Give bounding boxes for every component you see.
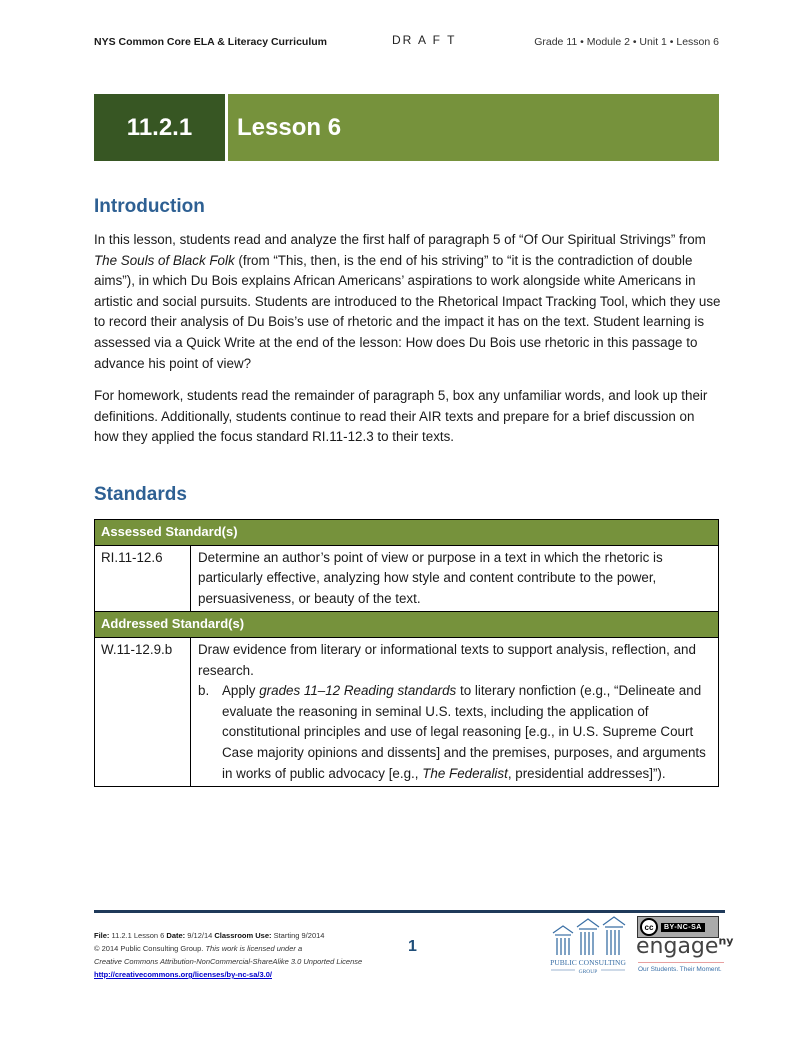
sub-item-label: b. xyxy=(198,683,210,699)
engageny-logo xyxy=(636,934,733,959)
introduction-paragraph-2: For homework, students read the remainder of paragraph 5, box any unfamiliar words, and look up their definitions. Additionally, students continue to read their AIR texts and prepare for a brief discussion on how they applied the focus standard RI.11-12.3 to their texts. xyxy=(94,388,708,445)
standard-code: RI.11-12.6 xyxy=(95,545,191,612)
standard-sub-item xyxy=(198,681,712,784)
sub-text-italic-2: The Federalist xyxy=(422,765,508,781)
introduction-paragraph-1 xyxy=(94,230,722,374)
date-label: Date: xyxy=(166,931,186,940)
standard-main-text: Draw evidence from literary or informational texts to support analysis, reflection, and research. xyxy=(198,641,696,678)
sub-text-mid: to literary nonfiction (e.g., “Delineate and evaluate the reasoning in seminal U.S. texts, including the application of constitutional principles and use of legal reasoning [e.g., in U.S. Supreme Court Case majority opinions and dissents] and the premises, purposes, and arguments in works of public advocacy [e.g., xyxy=(222,683,706,781)
book-title: The Souls of Black Folk xyxy=(94,252,235,268)
footer-copyright-line xyxy=(94,942,362,955)
table-row xyxy=(95,637,719,786)
pcg-logo-text: PUBLIC CONSULTING xyxy=(550,958,626,967)
assessed-standards-header xyxy=(95,520,719,546)
header-draft-label: DR A F T xyxy=(392,33,457,47)
cc-license-type: BY-NC-SA xyxy=(661,923,705,932)
sub-item-text xyxy=(222,681,712,784)
footer-license-line xyxy=(94,955,362,968)
standards-table xyxy=(94,519,719,787)
public-consulting-group-logo-icon xyxy=(547,915,629,975)
sub-text-post: , presidential addresses]”). xyxy=(507,765,666,781)
intro-text-2: (from “This, then, is the end of his striving” to “it is the contradiction of double aims”), in which Du Bois explains African Americans’ aspirations to work alongside white Americans in artistic and social pursuits. Students are introduced to the Rhetorical Impact Tracking Tool, which they use to record their analysis of Du Bois’s use of rhetoric and the impact it has on the text. Student learning is assessed via a Quick Write at the end of the lesson: How does Du Bois use rhetoric in this passage to advance his point of view? xyxy=(94,252,721,371)
header-curriculum-title: NYS Common Core ELA & Literacy Curriculum xyxy=(94,36,327,48)
footer-info xyxy=(94,929,362,981)
lesson-title-bar xyxy=(94,94,719,161)
license-name: Creative Commons Attribution-NonCommercial-ShareAlike 3.0 Unported License xyxy=(94,957,363,966)
footer-license-link-line xyxy=(94,968,362,981)
date-value: 9/12/14 xyxy=(185,931,215,940)
standards-heading: Standards xyxy=(94,484,187,505)
standard-description: Determine an author’s point of view or purpose in a text in which the rhetoric is particularly effective, analyzing how style and content contribute to the power, persuasiveness, or beauty of the text. xyxy=(191,545,719,612)
footer-rule xyxy=(94,910,725,913)
cc-icon: cc xyxy=(640,918,658,936)
use-value: Starting 9/2014 xyxy=(271,931,325,940)
file-label: File: xyxy=(94,931,110,940)
license-link[interactable]: http://creativecommons.org/licenses/by-nc-sa/3.0/ xyxy=(94,970,272,979)
lesson-title: Lesson 6 xyxy=(228,94,719,161)
lesson-number: 11.2.1 xyxy=(94,94,225,161)
assessed-standards-label: Assessed Standard(s) xyxy=(95,520,719,546)
intro-text-1: In this lesson, students read and analyze the first half of paragraph 5 of “Of Our Spiritual Strivings” from xyxy=(94,232,706,247)
standard-code: W.11-12.9.b xyxy=(95,637,191,786)
header-lesson-path: Grade 11 • Module 2 • Unit 1 • Lesson 6 xyxy=(534,36,719,48)
use-label: Classroom Use: xyxy=(214,931,272,940)
license-intro: This work is licensed under a xyxy=(205,944,303,953)
addressed-standards-header xyxy=(95,612,719,638)
sub-text-pre: Apply xyxy=(222,683,260,699)
engageny-tagline: Our Students. Their Moment. xyxy=(638,966,722,973)
page-number: 1 xyxy=(408,938,417,955)
file-value: 11.2.1 Lesson 6 xyxy=(109,931,167,940)
engage-ny-superscript: ny xyxy=(718,934,734,948)
standard-description xyxy=(191,637,719,786)
table-row xyxy=(95,545,719,612)
copyright: © 2014 Public Consulting Group. xyxy=(94,944,206,953)
sub-text-italic: grades 11–12 Reading standards xyxy=(259,683,457,699)
engage-word: engage xyxy=(636,934,719,959)
engageny-rule xyxy=(638,962,724,963)
svg-text:GROUP: GROUP xyxy=(578,969,598,975)
addressed-standards-label: Addressed Standard(s) xyxy=(95,612,719,638)
footer-file-line xyxy=(94,929,362,942)
introduction-heading: Introduction xyxy=(94,196,205,217)
